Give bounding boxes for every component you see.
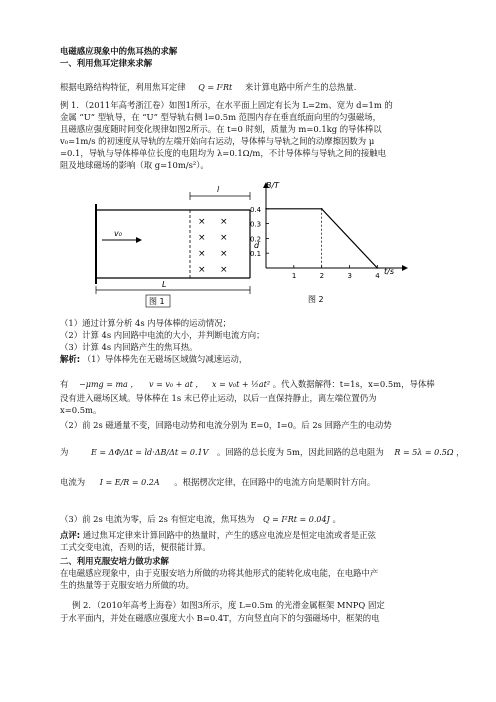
figure-1-label: 图 1: [149, 297, 165, 306]
x-tick-label: 2: [319, 272, 325, 280]
field-cross: ×: [220, 217, 228, 227]
velocity-arrowhead: [136, 237, 142, 243]
l-label: l: [217, 185, 220, 194]
text: 。根据楞次定律，在回路中的电流方向是顺时针方向。: [174, 477, 376, 487]
y-tick-label: 0.4: [250, 205, 262, 214]
series-point: [265, 208, 267, 210]
L-label: L: [162, 280, 167, 289]
solution-line: [60, 514, 341, 525]
paragraph-2: 在电磁感应现象中，由于克服安培力所做的功将其他形式的能转化成电能，在电路中产: [60, 568, 379, 578]
x-tick-label: 1: [291, 272, 297, 280]
text: （1）导体棒先在无磁场区域做匀减速运动，: [82, 354, 248, 364]
formula: v = v₀ + at ，: [149, 380, 204, 389]
question-2: （2）计算 4s 内回路中电流的大小，并判断电流方向；: [60, 330, 265, 340]
solution-line: x=0.5m。: [60, 405, 102, 415]
paragraph-2: 生的热量等于克服安培力所做的功。: [60, 580, 194, 590]
text: 。回路的总长度为 5m，因此回路的总电阻为: [217, 447, 384, 457]
x-axis-label: t/s: [384, 267, 394, 276]
field-cross: ×: [198, 217, 206, 227]
text: （3）前 2s 电流为零，后 2s 有恒定电流，焦耳热为: [60, 514, 255, 524]
text: 。: [332, 514, 341, 524]
y-axis-label: B/T: [266, 181, 280, 190]
example-1-line: 阻及地球磁场的影响（取 g=10m/s²）。: [60, 160, 209, 170]
x-axis-arrow: [402, 265, 408, 271]
solution-line: 没有进入磁场区域。导体棒在 1s 末已停止运动，以后一直保持静止，离左端位置仍为: [60, 393, 377, 403]
paragraph-1: [60, 82, 356, 93]
formula-current: I = E/R = 0.2A: [99, 478, 160, 487]
section-heading-1: 一、利用焦耳定律来求解: [60, 58, 153, 68]
example-1-line: v₀=1m/s 的初速度从导轨的左端开始向右运动，导体棒与导轨之间的动摩擦因数为 μ: [60, 136, 375, 146]
solution-line: [60, 379, 435, 390]
y-tick-label: 0.2: [250, 235, 262, 244]
x-tick-label: 4: [375, 272, 380, 280]
example-1-line: 例 1．（2011年高考浙江卷）如图1所示，在水平面上固定有长为 L=2m、宽为 d=1m 的: [60, 100, 393, 110]
text: 有: [60, 379, 69, 389]
text: 来计算电路中所产生的总热量.: [244, 82, 357, 92]
text: 。代入数据解得：t=1s，x=0.5m，导体棒: [272, 379, 435, 389]
note-label: 点评:: [60, 530, 81, 540]
magnetic-field-crosses: [198, 217, 228, 275]
y-tick-label: 0.3: [250, 220, 262, 229]
example-2-line: 例 2．（2010年高考上海卷）如图3所示，度 L=0.5m 的光滑金属框架 MNPQ 固定: [72, 600, 385, 610]
formula: −μmg = ma ，: [79, 380, 139, 389]
chart-axes: [250, 182, 408, 280]
text: 为: [60, 447, 69, 457]
formula-emf: E = ΔΦ/Δt = ld·ΔB/Δt = 0.1V: [91, 448, 209, 457]
figure-1-diagram: [90, 180, 260, 312]
field-cross: ×: [220, 249, 228, 259]
figure-2-chart: [238, 176, 418, 312]
formula: x = v₀t + ½at²: [212, 380, 271, 389]
example-1-line: 金属 “U” 型轨导，在 “U” 型导轨右侧 l=0.5m 范围内存在垂直纸面向里的匀强磁场，: [60, 112, 382, 122]
x-tick-label: 3: [347, 272, 352, 280]
example-1-line: =0.1，导轨与导体棒单位长度的电阻均为 λ=0.1Ω/m，不计导体棒与导轨之间的接触电: [60, 148, 386, 158]
series-point: [377, 267, 379, 269]
doc-title: 电磁感应现象中的焦耳热的求解: [60, 46, 178, 56]
text: 通过焦耳定律来计算回路中的热量时，产生的感应电流应是恒定电流或者是正弦: [82, 530, 376, 540]
section-heading-2: 二、利用克服安培力做功求解: [60, 556, 169, 566]
example-2-line: 于水平面内，并处在磁感应强度大小 B=0.4T，方向竖直向下的匀强磁场中，框架的电: [60, 613, 380, 623]
d-label: d: [254, 241, 260, 250]
formula-resistance: R = 5λ = 0.5Ω: [394, 448, 454, 457]
example-1-line: 且磁感应强度随时间变化规律如图2所示。在 t=0 时刻，质量为 m=0.1kg 的导体棒以: [60, 124, 382, 134]
y-tick-label: 0.1: [250, 250, 262, 259]
solution-line: [60, 354, 247, 364]
figure-2-label: 图 2: [308, 295, 324, 304]
solution-line: [60, 477, 375, 488]
question-3: （3）计算 4s 内回路产生的焦耳热。: [60, 342, 198, 352]
field-cross: ×: [198, 265, 206, 275]
text: 根据电路结构特征，利用焦耳定律: [60, 82, 186, 92]
solution-label: 解析:: [60, 354, 81, 364]
question-1: （1）通过计算分析 4s 内导体棒的运动情况；: [60, 318, 232, 328]
formula-heat: Q = I²Rt = 0.04J: [263, 515, 330, 524]
field-cross: ×: [198, 249, 206, 259]
chart-marks: [265, 208, 378, 269]
note-line: 工式交变电流，否则的话，便很能计算。: [60, 542, 211, 552]
note-line: [60, 530, 376, 540]
text: 电流为: [60, 477, 86, 487]
solution-line: （2）前 2s 磁通量不变，回路电动势和电流分别为 E=0，I=0。后 2s 回路产生的电动势: [60, 420, 392, 430]
field-cross: ×: [198, 233, 206, 243]
text: ，: [456, 447, 465, 457]
field-cross: ×: [220, 265, 228, 275]
field-cross: ×: [220, 233, 228, 243]
formula-joule: Q = I²Rt: [198, 83, 233, 92]
solution-line: [60, 447, 465, 458]
v0-label: v₀: [114, 229, 122, 238]
